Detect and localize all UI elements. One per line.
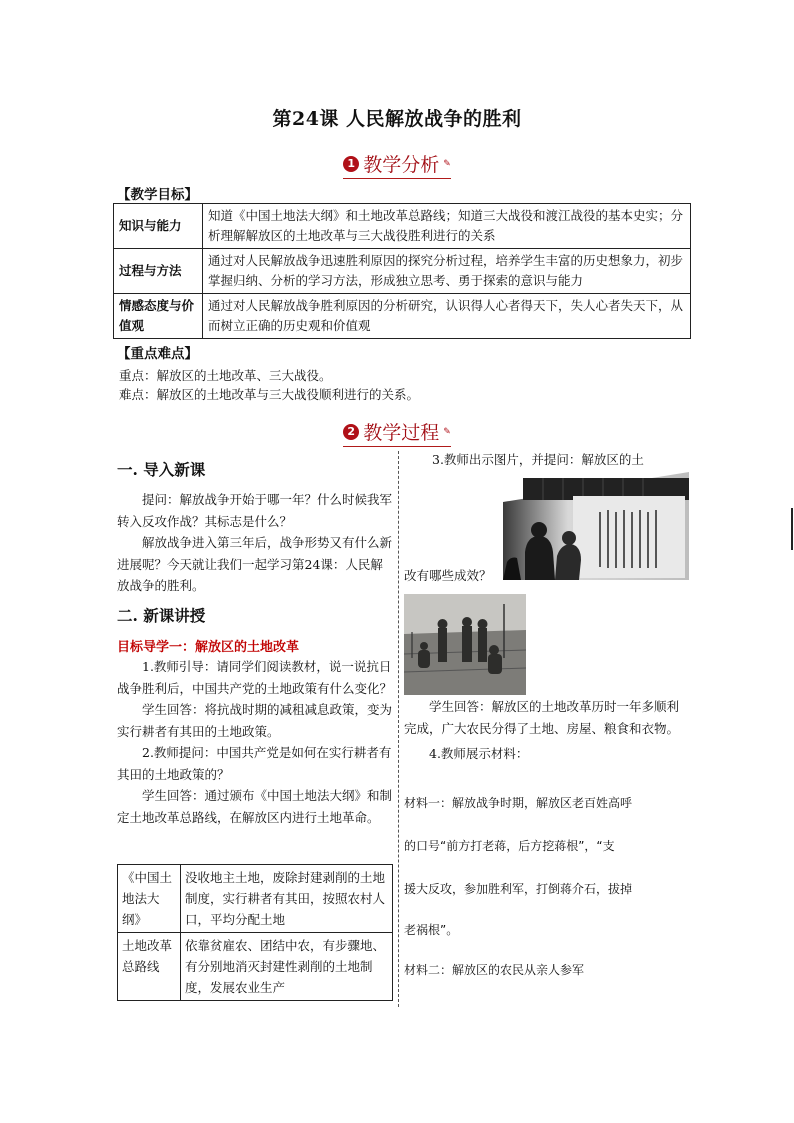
table-row <box>118 865 393 933</box>
table-row <box>114 294 691 339</box>
material-1-line-3: 援大反攻，参加胜利军，打倒蒋介石，拔掉 <box>404 882 633 896</box>
decorative-flourish-icon: ✎ <box>443 158 451 169</box>
objective-key: 知识与能力 <box>114 204 203 249</box>
heading-intro: 一. 导入新课 <box>117 460 206 479</box>
material-1-line-2: 的口号“前方打老蒋，后方挖蒋根”，“支 <box>404 839 615 853</box>
intro-block <box>117 489 393 597</box>
land-law-poster-image <box>503 472 689 580</box>
teacher-question-2: 2.教师提问：中国共产党是如何在实行耕者有其田的土地政策的？ <box>117 745 392 782</box>
section-label: 教学分析 <box>363 154 440 176</box>
table-row <box>114 249 691 294</box>
objective-key: 情感态度与价值观 <box>114 294 203 339</box>
land-survey-photo <box>404 594 526 695</box>
page-title: 第24课 人民解放战争的胜利 <box>272 108 522 130</box>
policy-key: 《中国土地法大纲》 <box>118 865 181 933</box>
teacher-material-4: 4.教师展示材料： <box>429 746 529 761</box>
table-row <box>114 204 691 249</box>
material-2-line-1: 材料二：解放区的农民从亲人参军 <box>404 963 585 977</box>
right-answer-block <box>404 696 689 765</box>
table-row <box>118 933 393 1001</box>
section-heading-analysis <box>0 150 794 179</box>
lesson-block <box>117 656 393 828</box>
decorative-flourish-icon: ✎ <box>443 426 451 437</box>
keypoints-heading: 【重点难点】 <box>117 346 198 362</box>
material-1-line-1: 材料一：解放战争时期，解放区老百姓高呼 <box>404 796 633 810</box>
intro-transition: 解放战争进入第三年后，战争形势又有什么新进展呢？今天就让我们一起学习第24课：人民解放战争的胜利。 <box>117 535 393 593</box>
section-label: 教学过程 <box>363 422 440 444</box>
student-answer-2: 学生回答：通过颁布《中国土地法大纲》和制定土地改革总路线，在解放区内进行土地革命。 <box>117 788 393 825</box>
objectives-table <box>113 203 691 339</box>
material-1-line-4: 老祸根”。 <box>404 923 459 937</box>
policy-key: 土地改革总路线 <box>118 933 181 1001</box>
number-one-badge-icon: 1 <box>343 156 359 172</box>
poster-photo <box>503 472 689 580</box>
land-policy-table <box>117 864 393 1001</box>
land-survey-image <box>404 594 526 695</box>
page-edge-mark <box>791 508 793 550</box>
column-divider <box>398 451 400 1007</box>
policy-text: 没收地主土地，废除封建剥削的土地制度，实行耕者有其田，按照农村人口，平均分配土地 <box>181 865 393 933</box>
intro-question: 提问：解放战争开始于哪一年？什么时候我军转入反攻作战？其标志是什么？ <box>117 492 393 529</box>
policy-text: 依靠贫雇农、团结中农，有步骤地、有分别地消灭封建性剥削的土地制度，发展农业生产 <box>181 933 393 1001</box>
objective-key: 过程与方法 <box>114 249 203 294</box>
goal-heading: 目标导学一：解放区的土地改革 <box>117 640 300 655</box>
heading-new-lesson: 二. 新课讲授 <box>117 606 206 625</box>
teacher-question-3-cont: 改有哪些成效？ <box>404 568 492 583</box>
teacher-question-3: 3.教师出示图片，并提问：解放区的土 <box>432 452 644 467</box>
keypoint-text: 重点：解放区的土地改革、三大战役。 <box>119 368 332 383</box>
objective-text: 知道《中国土地法大纲》和土地改革总路线；知道三大战役和渡江战役的基本史实；分析理解解放区的土地改革与三大战役胜利进行的关系 <box>203 204 691 249</box>
student-answer-3: 学生回答：解放区的土地改革历时一年多顺利完成，广大农民分得了土地、房屋、粮食和衣物。 <box>404 699 680 736</box>
student-answer-1: 学生回答：将抗战时期的减租减息政策，变为实行耕者有其田的土地政策。 <box>117 702 393 739</box>
objective-text: 通过对人民解放战争胜利原因的分析研究，认识得人心者得天下，失人心者失天下，从而树立正确的历史观和价值观 <box>203 294 691 339</box>
teacher-guide-1: 1.教师引导：请同学们阅读教材，说一说抗日战争胜利后，中国共产党的土地政策有什么变化？ <box>117 659 393 696</box>
difficulty-text: 难点：解放区的土地改革与三大战役顺利进行的关系。 <box>119 387 420 402</box>
number-two-badge-icon: 2 <box>343 424 359 440</box>
objectives-heading: 【教学目标】 <box>117 187 198 203</box>
section-heading-process <box>0 418 794 447</box>
objective-text: 通过对人民解放战争迅速胜利原因的探究分析过程，培养学生丰富的历史想象力，初步掌握归纳、分析的学习方法，形成独立思考、勇于探索的意识与能力 <box>203 249 691 294</box>
